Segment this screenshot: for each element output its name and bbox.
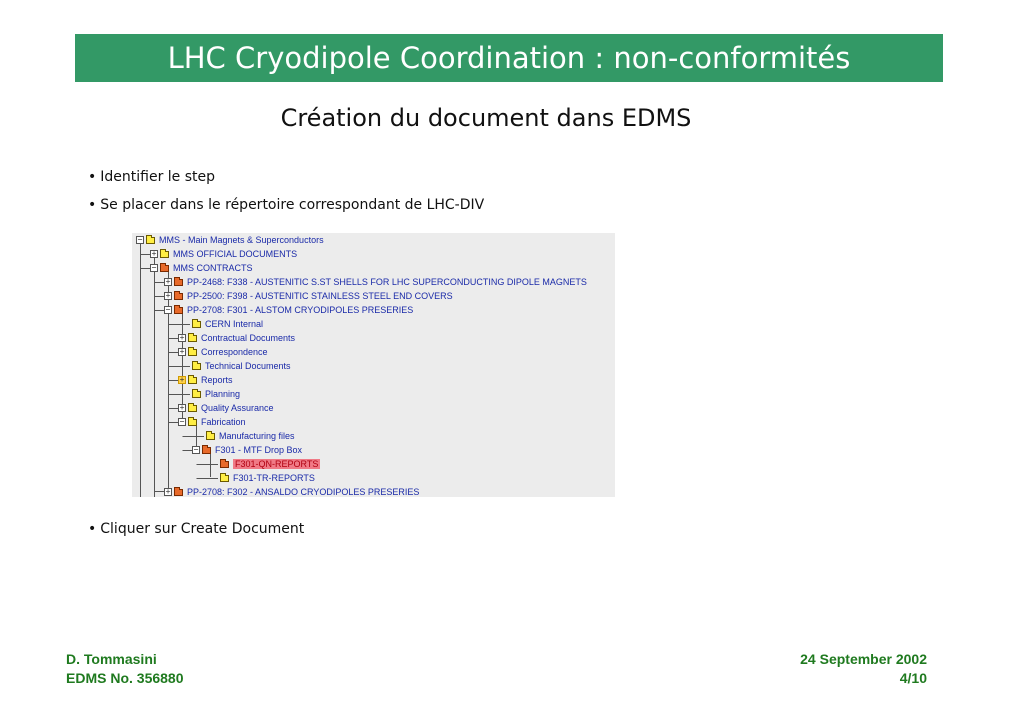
expand-icon[interactable]: + bbox=[165, 487, 171, 496]
bullet-dot: • bbox=[88, 521, 97, 537]
folder-icon bbox=[220, 475, 229, 482]
tree-item-label[interactable]: MMS CONTRACTS bbox=[173, 263, 253, 273]
tree-item-quality-assurance[interactable] bbox=[178, 401, 274, 415]
bullet-item bbox=[88, 169, 215, 185]
tree-item-label[interactable]: PP-2500: F398 - AUSTENITIC STAINLESS STEEL END COVERS bbox=[187, 291, 453, 301]
tree-item-label[interactable]: Fabrication bbox=[201, 417, 246, 427]
folder-icon bbox=[188, 419, 197, 426]
bullet-dot: • bbox=[88, 197, 97, 213]
tree-item-mms-main-magnets[interactable] bbox=[136, 233, 324, 247]
bullet-item bbox=[88, 521, 304, 537]
folder-icon bbox=[188, 335, 197, 342]
expand-icon[interactable]: + bbox=[179, 347, 185, 356]
tree-item-label[interactable]: CERN Internal bbox=[205, 319, 264, 329]
slide-title-bar bbox=[75, 34, 943, 82]
tree-item-label[interactable]: PP-2708: F301 - ALSTOM CRYODIPOLES PRESERIES bbox=[187, 305, 414, 315]
tree-item-label[interactable]: Technical Documents bbox=[205, 361, 291, 371]
bullet-item bbox=[88, 197, 484, 213]
folder-icon bbox=[174, 293, 183, 300]
bullet-text: Cliquer sur Create Document bbox=[100, 521, 305, 537]
bullet-dot: • bbox=[88, 169, 97, 185]
folder-icon bbox=[160, 265, 169, 272]
folder-icon bbox=[192, 321, 201, 328]
tree-item-label[interactable]: F301-TR-REPORTS bbox=[233, 473, 315, 483]
tree-item-fabrication[interactable] bbox=[178, 415, 246, 429]
tree-item-label[interactable]: Correspondence bbox=[201, 347, 268, 357]
folder-icon bbox=[146, 237, 155, 244]
folder-icon bbox=[192, 363, 201, 370]
tree-item-label[interactable]: Contractual Documents bbox=[201, 333, 296, 343]
tree-item-label[interactable]: Reports bbox=[201, 375, 233, 385]
folder-icon bbox=[188, 405, 197, 412]
tree-item-mtf-drop-box[interactable] bbox=[192, 443, 302, 457]
tree-item-correspondence[interactable] bbox=[178, 345, 268, 359]
tree-item-label[interactable]: Planning bbox=[205, 389, 241, 399]
tree-item-label[interactable]: MMS OFFICIAL DOCUMENTS bbox=[173, 249, 298, 259]
bullet-text: Identifier le step bbox=[100, 169, 216, 185]
folder-icon bbox=[206, 433, 215, 440]
folder-icon bbox=[188, 377, 197, 384]
tree-item-mms-contracts[interactable] bbox=[150, 261, 253, 275]
collapse-icon[interactable]: − bbox=[165, 305, 171, 314]
folder-icon bbox=[160, 251, 169, 258]
tree-item-pp-2708-f301[interactable] bbox=[164, 303, 413, 317]
tree-item-label[interactable]: Manufacturing files bbox=[219, 431, 295, 441]
tree-item-qn-reports-selected[interactable] bbox=[220, 457, 320, 471]
tree-item-reports[interactable] bbox=[178, 373, 233, 387]
tree-item-pp-2468[interactable] bbox=[164, 275, 587, 289]
footer-doc-number: EDMS No. 356880 bbox=[66, 670, 184, 686]
slide-title: LHC Cryodipole Coordination : non-conformités bbox=[167, 41, 851, 75]
tree-item-cern-internal[interactable] bbox=[192, 317, 263, 331]
tree-item-contractual-documents[interactable] bbox=[178, 331, 295, 345]
edms-folder-tree bbox=[132, 233, 615, 497]
folder-icon bbox=[174, 307, 183, 314]
collapse-icon[interactable]: − bbox=[151, 263, 157, 272]
tree-item-planning[interactable] bbox=[192, 387, 240, 401]
expand-icon[interactable]: + bbox=[179, 403, 185, 412]
collapse-icon[interactable]: − bbox=[179, 417, 185, 426]
expand-icon[interactable]: + bbox=[179, 375, 185, 384]
tree-item-label[interactable]: Quality Assurance bbox=[201, 403, 274, 413]
folder-icon bbox=[202, 447, 211, 454]
tree-item-pp-2708-f302[interactable] bbox=[164, 485, 419, 497]
tree-item-tr-reports[interactable] bbox=[220, 471, 315, 485]
tree-item-label[interactable]: PP-2468: F338 - AUSTENITIC S.ST SHELLS FOR LHC SUPERCONDUCTING DIPOLE MAGNETS bbox=[187, 277, 587, 287]
collapse-icon[interactable]: − bbox=[137, 235, 143, 244]
folder-icon bbox=[220, 461, 229, 468]
folder-icon bbox=[188, 349, 197, 356]
bullet-text: Se placer dans le répertoire correspondant de LHC-DIV bbox=[100, 197, 485, 213]
footer-author: D. Tommasini bbox=[66, 651, 157, 667]
tree-item-mms-official-documents[interactable] bbox=[150, 247, 297, 261]
folder-icon bbox=[174, 279, 183, 286]
footer-page-number: 4/10 bbox=[899, 670, 927, 686]
tree-item-label[interactable]: MMS - Main Magnets & Superconductors bbox=[159, 235, 324, 245]
tree-item-manufacturing-files[interactable] bbox=[206, 429, 295, 443]
folder-icon bbox=[192, 391, 201, 398]
folder-icon bbox=[174, 489, 183, 496]
tree-item-label[interactable]: PP-2708: F302 - ANSALDO CRYODIPOLES PRESERIES bbox=[187, 487, 420, 497]
collapse-icon[interactable]: − bbox=[193, 445, 199, 454]
tree-item-technical-documents[interactable] bbox=[192, 359, 291, 373]
tree-item-label[interactable]: F301-QN-REPORTS bbox=[235, 459, 319, 469]
expand-icon[interactable]: + bbox=[165, 277, 171, 286]
expand-icon[interactable]: + bbox=[179, 333, 185, 342]
expand-icon[interactable]: + bbox=[151, 249, 157, 258]
footer-date: 24 September 2002 bbox=[800, 651, 927, 667]
slide-subtitle: Création du document dans EDMS bbox=[280, 104, 692, 132]
tree-item-pp-2500[interactable] bbox=[164, 289, 453, 303]
expand-icon[interactable]: + bbox=[165, 291, 171, 300]
tree-item-label[interactable]: F301 - MTF Drop Box bbox=[215, 445, 303, 455]
